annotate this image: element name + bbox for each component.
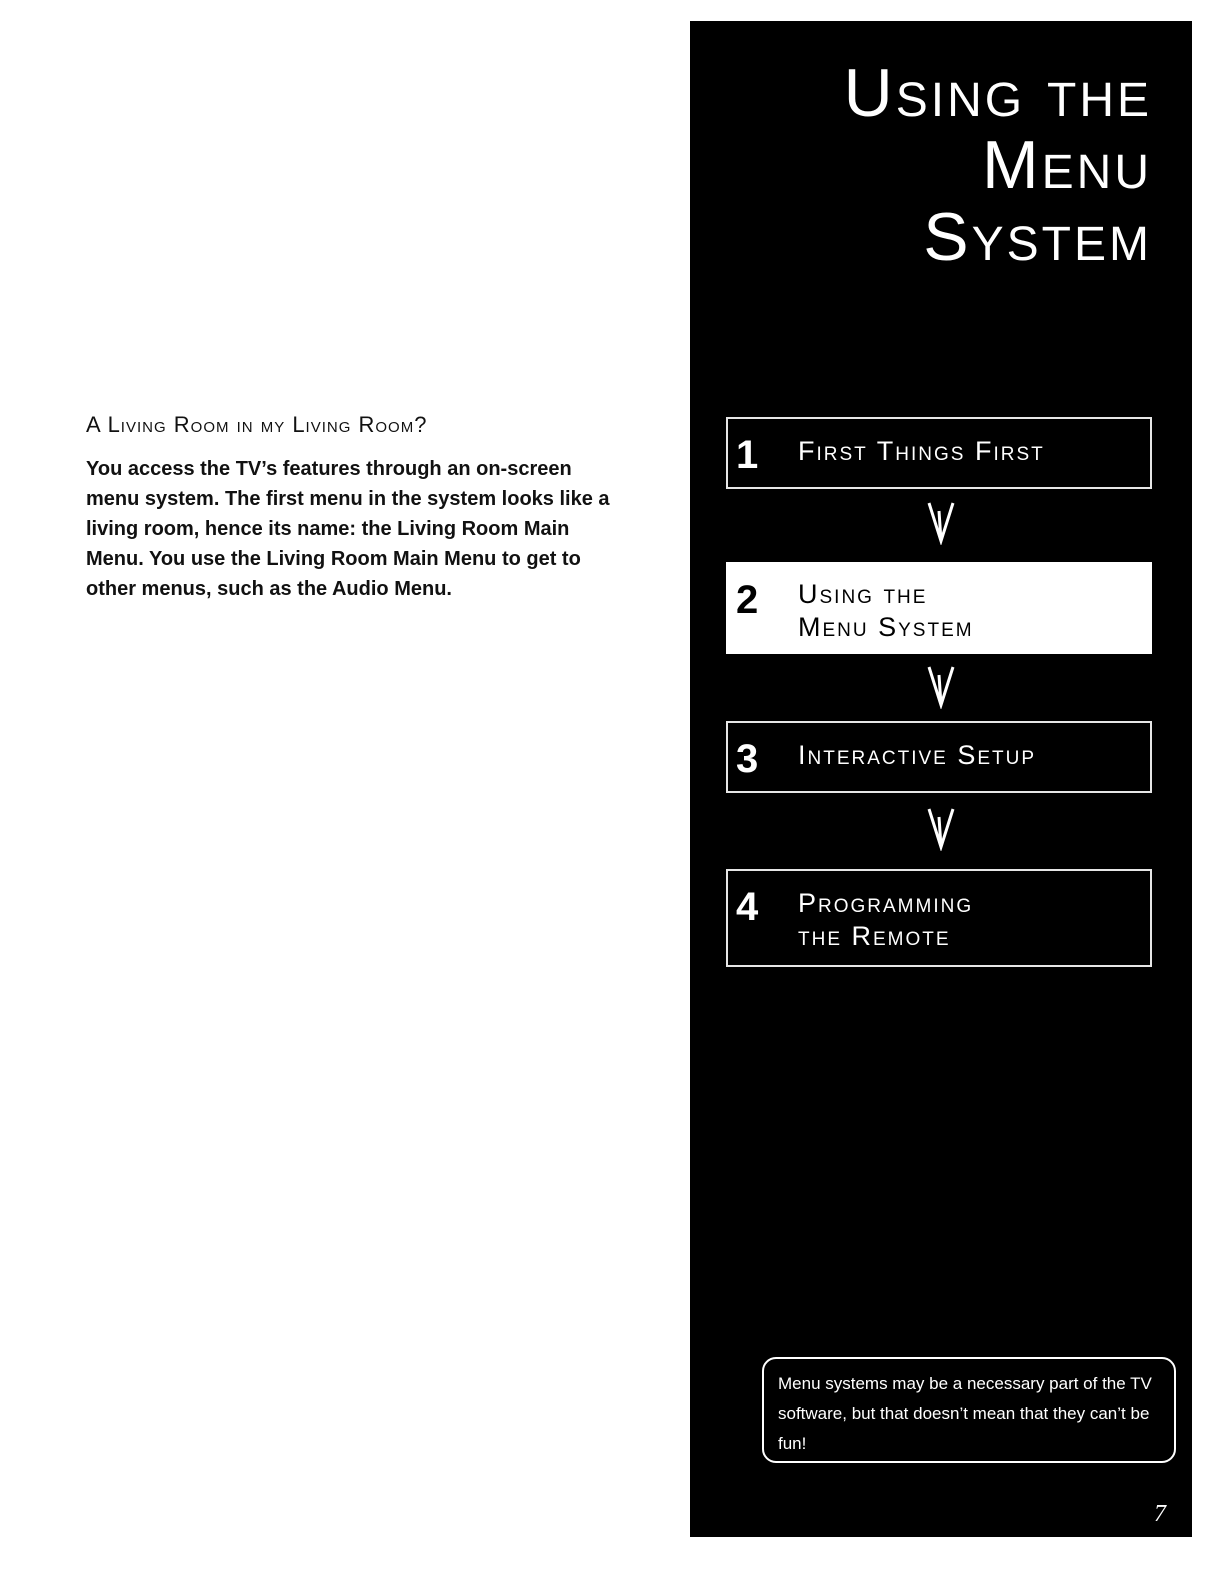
step-3-box [726,721,1152,793]
chapter-title-line-2: Menu [982,127,1152,203]
page-number: 7 [1154,1501,1166,1527]
step-2-label-line-1: Using the [798,579,928,609]
step-4-label-line-2: the Remote [798,921,951,951]
section-heading: A Living Room in my Living Room? [86,412,428,437]
step-2-label-line-2: Menu System [798,612,974,642]
step-4-label [798,887,973,953]
step-3-number: 3 [736,737,759,781]
step-2-number: 2 [736,578,759,622]
body-paragraph: You access the TV’s features through an on-screen menu system. The first menu in the system looks like a living room, hence its name: the Living Room Main Menu. You use the Living Room Main Menu to get to other menus, such as the Audio Menu. [86,458,610,600]
step-arrow-3-icon [926,807,956,851]
chapter-title-line-3: System [923,199,1152,275]
step-1-box [726,417,1152,489]
step-2-label [798,578,974,644]
step-arrow-2-icon [926,665,956,709]
step-4-label-line-1: Programming [798,888,974,918]
step-1-label: First Things First [798,436,1045,466]
chapter-title-line-1: Using the [843,55,1152,131]
chapter-sidebar [690,21,1192,1537]
step-3-label: Interactive Setup [798,740,1037,770]
tip-callout: Menu systems may be a necessary part of the TV software, but that doesn’t mean that they can’t be fun! [762,1357,1176,1463]
chapter-title [712,57,1152,273]
step-2-box [726,562,1152,654]
step-arrow-1-icon [926,501,956,545]
step-4-box [726,869,1152,967]
step-4-number: 4 [736,885,759,929]
step-1-number: 1 [736,433,759,477]
